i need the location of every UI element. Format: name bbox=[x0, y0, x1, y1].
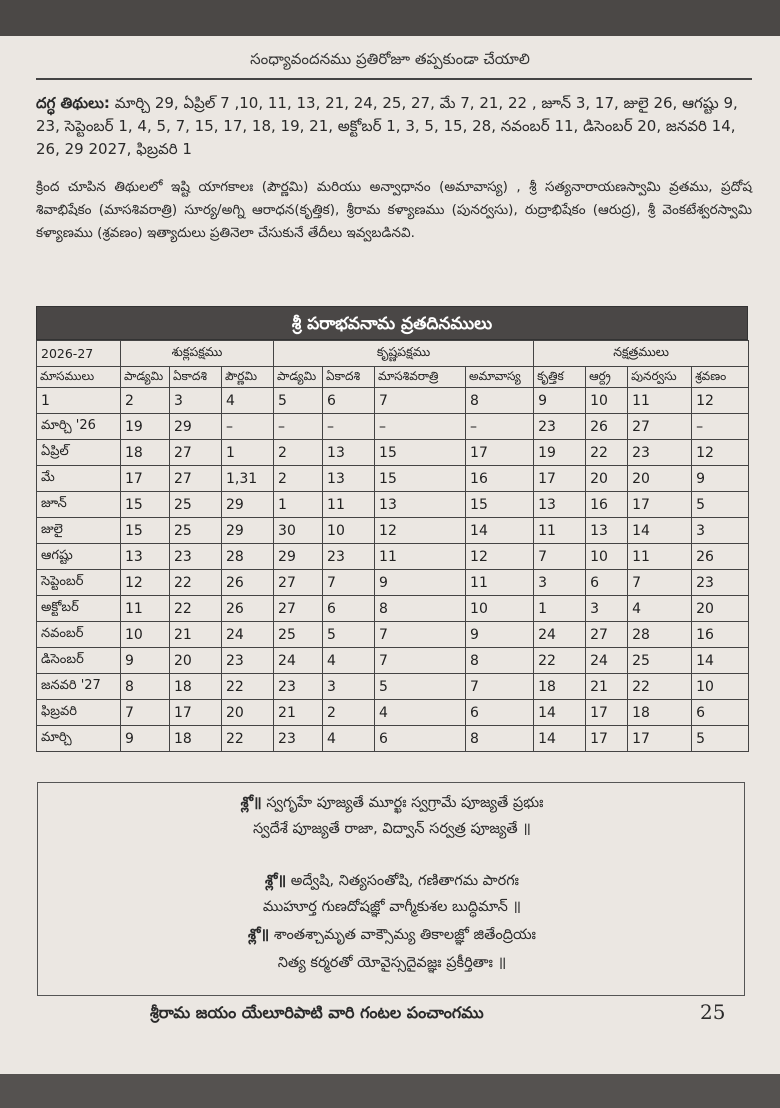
table-cell: 10 bbox=[692, 674, 749, 700]
year-label: 2026-27 bbox=[37, 341, 121, 367]
table-row bbox=[37, 674, 749, 700]
table-cell: 25 bbox=[628, 648, 692, 674]
table-cell: 23 bbox=[170, 544, 222, 570]
shloka-text: అద్వేషి, నిత్యసంతోషి, గణితాగమ పారగః bbox=[290, 873, 519, 889]
table-cell: 8 bbox=[466, 648, 534, 674]
table-cell: 8 bbox=[375, 596, 466, 622]
table-cell: 22 bbox=[586, 440, 628, 466]
table-cell: 9 bbox=[121, 648, 170, 674]
table-cell: 3 bbox=[692, 518, 749, 544]
shloka-mark: శ్లో॥ bbox=[248, 927, 270, 943]
table-cell: 17 bbox=[586, 726, 628, 752]
table-cell: 11 bbox=[466, 570, 534, 596]
table-cell: 18 bbox=[170, 726, 222, 752]
table-cell: 19 bbox=[534, 440, 586, 466]
month-cell: సెప్టెంబర్ bbox=[37, 570, 121, 596]
table-cell: 26 bbox=[222, 570, 274, 596]
column-header: ఏకాదశి bbox=[170, 367, 222, 388]
month-cell: మే bbox=[37, 466, 121, 492]
table-cell: 24 bbox=[222, 622, 274, 648]
table-cell: 23 bbox=[534, 414, 586, 440]
table-cell: 6 bbox=[586, 570, 628, 596]
table-cell: 18 bbox=[534, 674, 586, 700]
column-header: పాడ్యమి bbox=[274, 367, 323, 388]
table-cell: 22 bbox=[222, 674, 274, 700]
table-cell: 13 bbox=[121, 544, 170, 570]
table-cell: 23 bbox=[628, 440, 692, 466]
table-cell: 6 bbox=[692, 700, 749, 726]
table-cell: 12 bbox=[692, 388, 749, 414]
table-cell: 14 bbox=[534, 700, 586, 726]
table-cell: 5 bbox=[692, 726, 749, 752]
table-cell: 29 bbox=[274, 544, 323, 570]
table-cell: 17 bbox=[628, 492, 692, 518]
table-cell: 1,31 bbox=[222, 466, 274, 492]
table-cell: 17 bbox=[586, 700, 628, 726]
table-cell: 13 bbox=[586, 518, 628, 544]
table-cell: 20 bbox=[628, 466, 692, 492]
table-cell: 7 bbox=[466, 674, 534, 700]
nakshatra-header: నక్షత్రములు bbox=[534, 341, 749, 367]
table-cell: 7 bbox=[534, 544, 586, 570]
table-cell: 28 bbox=[628, 622, 692, 648]
table-cell: 13 bbox=[323, 440, 375, 466]
shloka-line bbox=[38, 821, 746, 841]
table-cell: 13 bbox=[375, 492, 466, 518]
table-row bbox=[37, 596, 749, 622]
table-cell: 11 bbox=[628, 388, 692, 414]
table-cell: 7 bbox=[375, 648, 466, 674]
table-cell: 22 bbox=[170, 596, 222, 622]
table-cell: 15 bbox=[121, 492, 170, 518]
table-cell: 6 bbox=[323, 596, 375, 622]
table-cell: 19 bbox=[121, 414, 170, 440]
shukla-paksha-header: శుక్లపక్షము bbox=[121, 341, 274, 367]
table-cell: 26 bbox=[692, 544, 749, 570]
table-row bbox=[37, 466, 749, 492]
shloka-mark: శ్లో॥ bbox=[265, 873, 287, 889]
table-cell: 17 bbox=[170, 700, 222, 726]
table-cell: 10 bbox=[466, 596, 534, 622]
dagdha-text: మార్చి 29, ఏప్రిల్ 7 ,10, 11, 13, 21, 24, 25, 27, మే 7, 21, 22 , జూన్ 3, 17, జులై 26, ఆగష్టు 9, 23, సెప్టెంబర్ 1, 4, 5, 7, 15, 17, 18, 19, 21, అక్టోబర్ 1, 3, 5, 15, 28, నవంబర్ 11, డిసెంబర్ 20, జనవరి 14, 26, 29 2027, ఫిబ్రవరి 1 bbox=[36, 94, 738, 158]
table-cell: 27 bbox=[586, 622, 628, 648]
table-cell: – bbox=[692, 414, 749, 440]
table-cell: – bbox=[375, 414, 466, 440]
table-cell: 13 bbox=[534, 492, 586, 518]
shloka-mark: శ్లో॥ bbox=[240, 795, 262, 811]
table-cell: 20 bbox=[222, 700, 274, 726]
table-cell: 3 bbox=[323, 674, 375, 700]
table-cell: 4 bbox=[375, 700, 466, 726]
table-cell: 5 bbox=[375, 674, 466, 700]
table-cell: 26 bbox=[586, 414, 628, 440]
table-row bbox=[37, 492, 749, 518]
table-cell: 9 bbox=[692, 466, 749, 492]
table-cell: 11 bbox=[121, 596, 170, 622]
table-cell: 4 bbox=[323, 648, 375, 674]
month-cell: అక్టోబర్ bbox=[37, 596, 121, 622]
table-cell: 15 bbox=[121, 518, 170, 544]
table-cell: 21 bbox=[170, 622, 222, 648]
table-cell: – bbox=[323, 414, 375, 440]
table-cell: 5 bbox=[692, 492, 749, 518]
table-row bbox=[37, 414, 749, 440]
table-cell: 15 bbox=[375, 466, 466, 492]
table-cell: 16 bbox=[692, 622, 749, 648]
table-cell: 11 bbox=[375, 544, 466, 570]
table-row bbox=[37, 570, 749, 596]
column-header: కృత్తిక bbox=[534, 367, 586, 388]
month-cell: జనవరి '27 bbox=[37, 674, 121, 700]
table-cell: 17 bbox=[121, 466, 170, 492]
table-cell: 17 bbox=[628, 726, 692, 752]
table-cell: 8 bbox=[466, 726, 534, 752]
vratha-dinamulu-table-section bbox=[36, 306, 748, 752]
dagdha-tithulu-paragraph bbox=[36, 92, 752, 161]
table-cell: 22 bbox=[534, 648, 586, 674]
table-cell: 6 bbox=[375, 726, 466, 752]
shloka-text: నిత్య కర్మరతో యోవైస్సదైవజ్ఞః ప్రకీర్తితాః ॥ bbox=[277, 955, 507, 971]
table-cell: 27 bbox=[628, 414, 692, 440]
footer-publisher-text: శ్రీరామ జయం యేలూరిపాటి వారి గంటల పంచాంగము bbox=[150, 1003, 484, 1022]
table-cell: 23 bbox=[692, 570, 749, 596]
shloka-text: స్వగృహే పూజ్యతే మూర్ఖః స్వగ్రామే పూజ్యతే ప్రభుః bbox=[266, 795, 544, 811]
table-cell: 21 bbox=[274, 700, 323, 726]
shloka-box bbox=[37, 782, 745, 996]
table-cell: 12 bbox=[375, 518, 466, 544]
table-cell: 7 bbox=[628, 570, 692, 596]
month-cell: ఏప్రిల్ bbox=[37, 440, 121, 466]
table-cell: 11 bbox=[628, 544, 692, 570]
table-subheader-row bbox=[37, 367, 749, 388]
table-cell: 25 bbox=[170, 518, 222, 544]
table-cell: 24 bbox=[586, 648, 628, 674]
table-group-header-row bbox=[37, 341, 749, 367]
shloka-line bbox=[38, 873, 746, 893]
table-cell: 20 bbox=[586, 466, 628, 492]
table-cell: 9 bbox=[121, 726, 170, 752]
table-cell: 16 bbox=[466, 466, 534, 492]
month-cell: నవంబర్ bbox=[37, 622, 121, 648]
table-cell: 23 bbox=[274, 674, 323, 700]
table-cell: 23 bbox=[274, 726, 323, 752]
header-rule bbox=[36, 78, 752, 80]
table-cell: 4 bbox=[628, 596, 692, 622]
table-cell: 4 bbox=[323, 726, 375, 752]
table-cell: 2 bbox=[274, 466, 323, 492]
table-cell: 9 bbox=[534, 388, 586, 414]
table-cell: 5 bbox=[274, 388, 323, 414]
month-cell: జులై bbox=[37, 518, 121, 544]
table-cell: 2 bbox=[121, 388, 170, 414]
scan-border-top bbox=[0, 0, 780, 36]
table-cell: 12 bbox=[121, 570, 170, 596]
table-cell: 10 bbox=[121, 622, 170, 648]
table-cell: 10 bbox=[323, 518, 375, 544]
shloka-text: ముహూర్త గుణదోషజ్ఞో వాగ్మీకుశల బుద్ధిమాన్ ॥ bbox=[262, 899, 522, 915]
shloka-line bbox=[38, 955, 746, 975]
table-cell: 22 bbox=[222, 726, 274, 752]
table-banner: శ్రీ పరాభవనామ వ్రతదినములు bbox=[36, 306, 748, 340]
table-cell: 15 bbox=[375, 440, 466, 466]
table-cell: 28 bbox=[222, 544, 274, 570]
krishna-paksha-header: కృష్ణపక్షము bbox=[274, 341, 534, 367]
table-row bbox=[37, 648, 749, 674]
table-cell: 14 bbox=[466, 518, 534, 544]
table-cell: 1 bbox=[534, 596, 586, 622]
vratha-dinamulu-table bbox=[36, 340, 749, 752]
table-cell: 11 bbox=[323, 492, 375, 518]
page-number: 25 bbox=[700, 1000, 726, 1024]
table-cell: 16 bbox=[586, 492, 628, 518]
table-cell: 9 bbox=[466, 622, 534, 648]
table-cell: 3 bbox=[534, 570, 586, 596]
table-cell: 1 bbox=[222, 440, 274, 466]
table-cell: 10 bbox=[586, 388, 628, 414]
table-cell: 27 bbox=[274, 570, 323, 596]
table-cell: 25 bbox=[274, 622, 323, 648]
table-cell: 6 bbox=[466, 700, 534, 726]
table-cell: 10 bbox=[586, 544, 628, 570]
month-cell: మార్చి bbox=[37, 726, 121, 752]
column-header: మాసములు bbox=[37, 367, 121, 388]
dagdha-label: దగ్ధ తిథులు: bbox=[36, 94, 110, 112]
table-row bbox=[37, 544, 749, 570]
table-row bbox=[37, 388, 749, 414]
column-header: పౌర్ణమి bbox=[222, 367, 274, 388]
table-row bbox=[37, 518, 749, 544]
table-cell: 21 bbox=[586, 674, 628, 700]
table-cell: 29 bbox=[222, 518, 274, 544]
column-header: పాడ్యమి bbox=[121, 367, 170, 388]
table-cell: 14 bbox=[692, 648, 749, 674]
table-cell: 27 bbox=[170, 440, 222, 466]
table-cell: 18 bbox=[170, 674, 222, 700]
table-cell: 18 bbox=[628, 700, 692, 726]
table-cell: 23 bbox=[323, 544, 375, 570]
table-row bbox=[37, 440, 749, 466]
table-cell: – bbox=[466, 414, 534, 440]
column-header: ఆర్ద్ర bbox=[586, 367, 628, 388]
shloka-line bbox=[38, 795, 746, 815]
shloka-text: స్వదేశే పూజ్యతే రాజా, విద్వాన్ సర్వత్ర పూజ్యతే ॥ bbox=[253, 821, 531, 837]
table-cell: – bbox=[222, 414, 274, 440]
table-cell: 26 bbox=[222, 596, 274, 622]
table-row bbox=[37, 726, 749, 752]
table-cell: 11 bbox=[534, 518, 586, 544]
month-cell: ఫిబ్రవరి bbox=[37, 700, 121, 726]
table-cell: 7 bbox=[323, 570, 375, 596]
table-cell: 12 bbox=[692, 440, 749, 466]
table-cell: 18 bbox=[121, 440, 170, 466]
table-cell: 29 bbox=[222, 492, 274, 518]
table-cell: 8 bbox=[121, 674, 170, 700]
table-cell: 24 bbox=[274, 648, 323, 674]
table-cell: 17 bbox=[534, 466, 586, 492]
table-cell: 3 bbox=[170, 388, 222, 414]
table-cell: 20 bbox=[170, 648, 222, 674]
column-header: శ్రవణం bbox=[692, 367, 749, 388]
table-row bbox=[37, 622, 749, 648]
intro-paragraph: క్రింద చూపిన తిథులలో ఇష్టి యాగకాలః (పౌర్ణమి) మరియు అన్వాధానం (అమావాస్య) , శ్రీ సత్యనారాయణస్వామి వ్రతము, ప్రదోష శివాభిషేకం (మాసశివరాత్రి) సూర్య/అగ్ని ఆరాధన(కృత్తిక), శ్రీరామ కళ్యాణము (పునర్వసు), రుద్రాభిషేకం (ఆరుద్ర), శ్రీ వెంకటేశ్వరస్వామి కళ్యాణము (శ్రవణం) ఇత్యాదులు ప్రతినెలా చేసుకునే తేదీలు ఇవ్వబడినవి. bbox=[36, 179, 752, 241]
table-cell: 5 bbox=[323, 622, 375, 648]
table-cell: 3 bbox=[586, 596, 628, 622]
table-cell: 8 bbox=[466, 388, 534, 414]
month-cell: డిసెంబర్ bbox=[37, 648, 121, 674]
table-cell: 24 bbox=[534, 622, 586, 648]
month-cell: 1 bbox=[37, 388, 121, 414]
table-cell: 14 bbox=[628, 518, 692, 544]
column-header: పునర్వసు bbox=[628, 367, 692, 388]
table-cell: 9 bbox=[375, 570, 466, 596]
month-cell: మార్చి '26 bbox=[37, 414, 121, 440]
month-cell: ఆగష్టు bbox=[37, 544, 121, 570]
table-cell: 22 bbox=[170, 570, 222, 596]
shloka-line bbox=[38, 899, 746, 919]
table-cell: 6 bbox=[323, 388, 375, 414]
shloka-line bbox=[38, 927, 746, 947]
table-cell: 7 bbox=[121, 700, 170, 726]
table-cell: 4 bbox=[222, 388, 274, 414]
table-cell: 13 bbox=[323, 466, 375, 492]
column-header: ఏకాదశి bbox=[323, 367, 375, 388]
table-cell: 20 bbox=[692, 596, 749, 622]
table-cell: 30 bbox=[274, 518, 323, 544]
table-cell: 2 bbox=[274, 440, 323, 466]
month-cell: జూన్ bbox=[37, 492, 121, 518]
table-cell: 2 bbox=[323, 700, 375, 726]
table-cell: 29 bbox=[170, 414, 222, 440]
table-cell: 17 bbox=[466, 440, 534, 466]
table-cell: 14 bbox=[534, 726, 586, 752]
table-cell: 1 bbox=[274, 492, 323, 518]
column-header: అమావాస్య bbox=[466, 367, 534, 388]
page-header-title: సంధ్యావందనము ప్రతిరోజూ తప్పకుండా చేయాలి bbox=[250, 50, 530, 68]
table-cell: 27 bbox=[274, 596, 323, 622]
scan-border-bottom bbox=[0, 1074, 780, 1108]
shloka-text: శాంతశ్చామృత వాక్సౌమ్య తికాలజ్ఞో జితేంద్రియః bbox=[273, 927, 536, 943]
table-cell: 12 bbox=[466, 544, 534, 570]
table-body bbox=[37, 388, 749, 752]
table-cell: 23 bbox=[222, 648, 274, 674]
table-cell: 7 bbox=[375, 388, 466, 414]
table-cell: 22 bbox=[628, 674, 692, 700]
table-cell: 15 bbox=[466, 492, 534, 518]
table-cell: – bbox=[274, 414, 323, 440]
table-cell: 27 bbox=[170, 466, 222, 492]
table-row bbox=[37, 700, 749, 726]
table-cell: 25 bbox=[170, 492, 222, 518]
table-cell: 7 bbox=[375, 622, 466, 648]
column-header: మాసశివరాత్రి bbox=[375, 367, 466, 388]
